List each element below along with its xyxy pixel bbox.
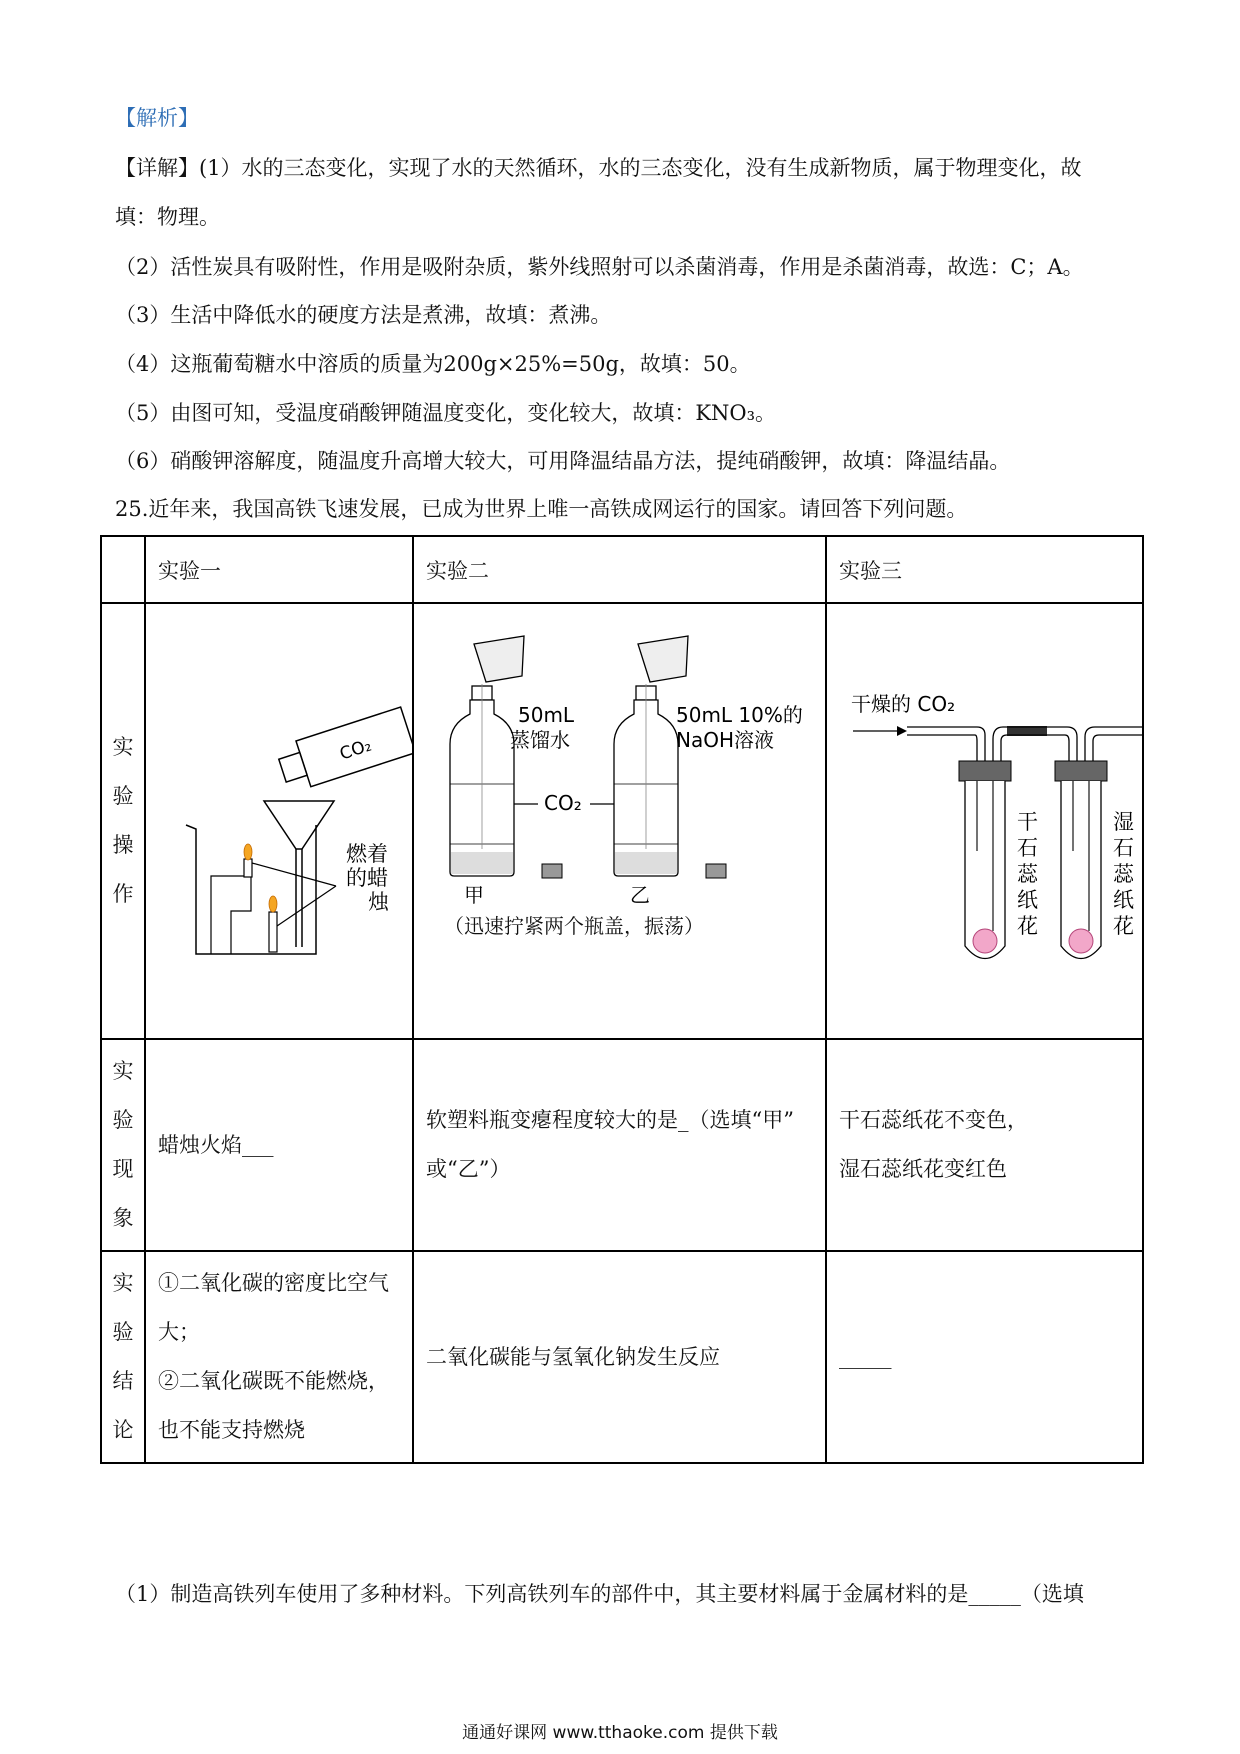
table-row-phenomenon: [101, 1039, 1143, 1251]
analysis-label: 【解析】: [115, 106, 199, 130]
vertical-label-char: 实: [112, 735, 134, 759]
page-footer: 通通好课网 www.tthaoke.com 提供下载: [462, 1723, 778, 1743]
bottle-label-yi: 乙: [630, 882, 650, 907]
wet-litmus-flower: [1069, 929, 1093, 953]
figure-2-cell: [413, 603, 826, 1039]
candle-label-1: 燃着: [346, 842, 388, 866]
vertical-label-char: 实: [112, 1271, 134, 1295]
co2-gas-bottle: [275, 707, 412, 793]
step-stand: [211, 876, 251, 954]
row-label-phenomenon: [101, 1039, 145, 1251]
vertical-label-char: 验: [112, 784, 134, 808]
svg-text:石: 石: [1017, 836, 1038, 860]
bottle-jia: [450, 684, 514, 876]
figure-1-cell: [145, 603, 413, 1039]
svg-text:花: 花: [1017, 914, 1038, 938]
sub-question-1: （1）制造高铁列车使用了多种材料。下列高铁列车的部件中，其主要材料属于金属材料的是_____（选填: [115, 1582, 1084, 1606]
phenomenon-exp-1: 蜡烛火焰___: [145, 1039, 413, 1251]
vertical-label-char: 验: [112, 1320, 134, 1344]
vertical-label-char: 象: [112, 1206, 134, 1230]
svg-text:石: 石: [1113, 836, 1134, 860]
header-exp-2: 实验二: [413, 536, 826, 603]
candle-upper: [244, 859, 252, 877]
detail-line-1: 【详解】(1）水的三态变化，实现了水的天然循环，水的三态变化，没有生成新物质，属于物理变化，故: [115, 156, 1082, 180]
table-header-row: [101, 536, 1143, 603]
phenomenon-exp-3: 干石蕊纸花不变色， 湿石蕊纸花变红色: [826, 1039, 1143, 1251]
vertical-label-row_conclusion_label: [102, 1259, 144, 1455]
detail-line-6: （6）硝酸钾溶解度，随温度升高增大较大，可用降温结晶方法，提纯硝酸钾，故填：降温结晶。: [115, 449, 1011, 473]
vertical-label-char: 实: [112, 1059, 134, 1083]
candle-label-3: 烛: [368, 890, 389, 914]
phenomenon-exp-2: 软塑料瓶变瘪程度较大的是_（选填“甲” 或“乙”）: [413, 1039, 826, 1251]
detail-line-4: （4）这瓶葡萄糖水中溶质的质量为200g×25%=50g，故填：50。: [115, 352, 751, 376]
figure-3-cell: [826, 603, 1143, 1039]
vertical-label-char: 验: [112, 1108, 134, 1132]
stopper-right: [1055, 761, 1107, 781]
svg-text:干: 干: [1017, 810, 1038, 834]
cap-left: [542, 864, 562, 878]
question-25: 25.近年来，我国高铁飞速发展，已成为世界上唯一高铁成网运行的国家。请回答下列问题。: [115, 497, 968, 521]
header-exp-3: 实验三: [826, 536, 1143, 603]
svg-text:花: 花: [1113, 914, 1134, 938]
right-liquid-2: NaOH溶液: [676, 727, 774, 752]
detail-line-3: （3）生活中降低水的硬度方法是煮沸，故填：煮沸。: [115, 303, 612, 327]
conclusion-exp-3: _____: [826, 1251, 1143, 1463]
stopper-left: [959, 761, 1011, 781]
vertical-label-row_phenomenon_label: [102, 1047, 144, 1243]
row-label-conclusion: [101, 1251, 145, 1463]
vertical-label-char: 操: [112, 833, 134, 857]
vertical-label-char: 现: [112, 1157, 134, 1181]
left-liquid-2: 蒸馏水: [510, 727, 570, 752]
vertical-label-char: 作: [112, 882, 134, 906]
table-corner-cell: [101, 536, 145, 603]
candle-label-2: 的蜡: [346, 866, 388, 890]
figure-2-gas: CO₂: [544, 790, 582, 815]
cap-right: [706, 864, 726, 878]
row-label-operation: [101, 603, 145, 1039]
svg-text:纸: 纸: [1017, 888, 1038, 912]
detail-line-1b: 填：物理。: [115, 205, 220, 229]
svg-text:蕊: 蕊: [1113, 862, 1134, 886]
experiment-table: [100, 535, 1144, 1464]
table-row-conclusion: [101, 1251, 1143, 1463]
funnel: [264, 801, 334, 849]
header-exp-1: 实验一: [145, 536, 413, 603]
svg-text:湿: 湿: [1113, 810, 1134, 834]
table-row-operation: [101, 603, 1143, 1039]
conclusion-exp-2: 二氧化碳能与氢氧化钠发生反应: [413, 1251, 826, 1463]
vertical-label-char: 结: [112, 1369, 134, 1393]
beaker-right-pour: [638, 636, 688, 682]
bottle-label-jia: 甲: [464, 882, 484, 907]
vertical-label-char: 论: [112, 1418, 134, 1442]
figure-2-caption: （迅速拧紧两个瓶盖，振荡）: [444, 913, 704, 938]
beaker-left-pour: [474, 636, 524, 682]
detail-line-5: （5）由图可知，受温度硝酸钾随温度变化，变化较大，故填：KNO₃。: [115, 401, 777, 425]
figure-candle-beaker: [146, 671, 412, 971]
figure-litmus-tubes: [827, 671, 1142, 971]
figure-plastic-bottles: [414, 614, 825, 914]
svg-text:纸: 纸: [1113, 888, 1134, 912]
dry-co2-label: 干燥的 CO₂: [851, 692, 956, 716]
vertical-label-row_operation_label: [102, 723, 144, 919]
right-liquid-1: 50mL 10%的: [676, 702, 803, 727]
figure-1-gas-label: CO₂: [337, 735, 375, 765]
bottle-yi: [614, 684, 678, 876]
detail-line-2: （2）活性炭具有吸附性，作用是吸附杂质，紫外线照射可以杀菌消毒，作用是杀菌消毒，故选：C；A。: [115, 255, 1084, 279]
dry-litmus-flower: [973, 929, 997, 953]
left-liquid-1: 50mL: [518, 702, 575, 727]
tube-right-label: [1113, 810, 1135, 938]
svg-text:蕊: 蕊: [1017, 862, 1038, 886]
tube-left-label: [1017, 810, 1039, 938]
candle-lower: [269, 912, 277, 952]
conclusion-exp-1: ①二氧化碳的密度比空气 大； ②二氧化碳既不能燃烧， 也不能支持燃烧: [145, 1251, 413, 1463]
